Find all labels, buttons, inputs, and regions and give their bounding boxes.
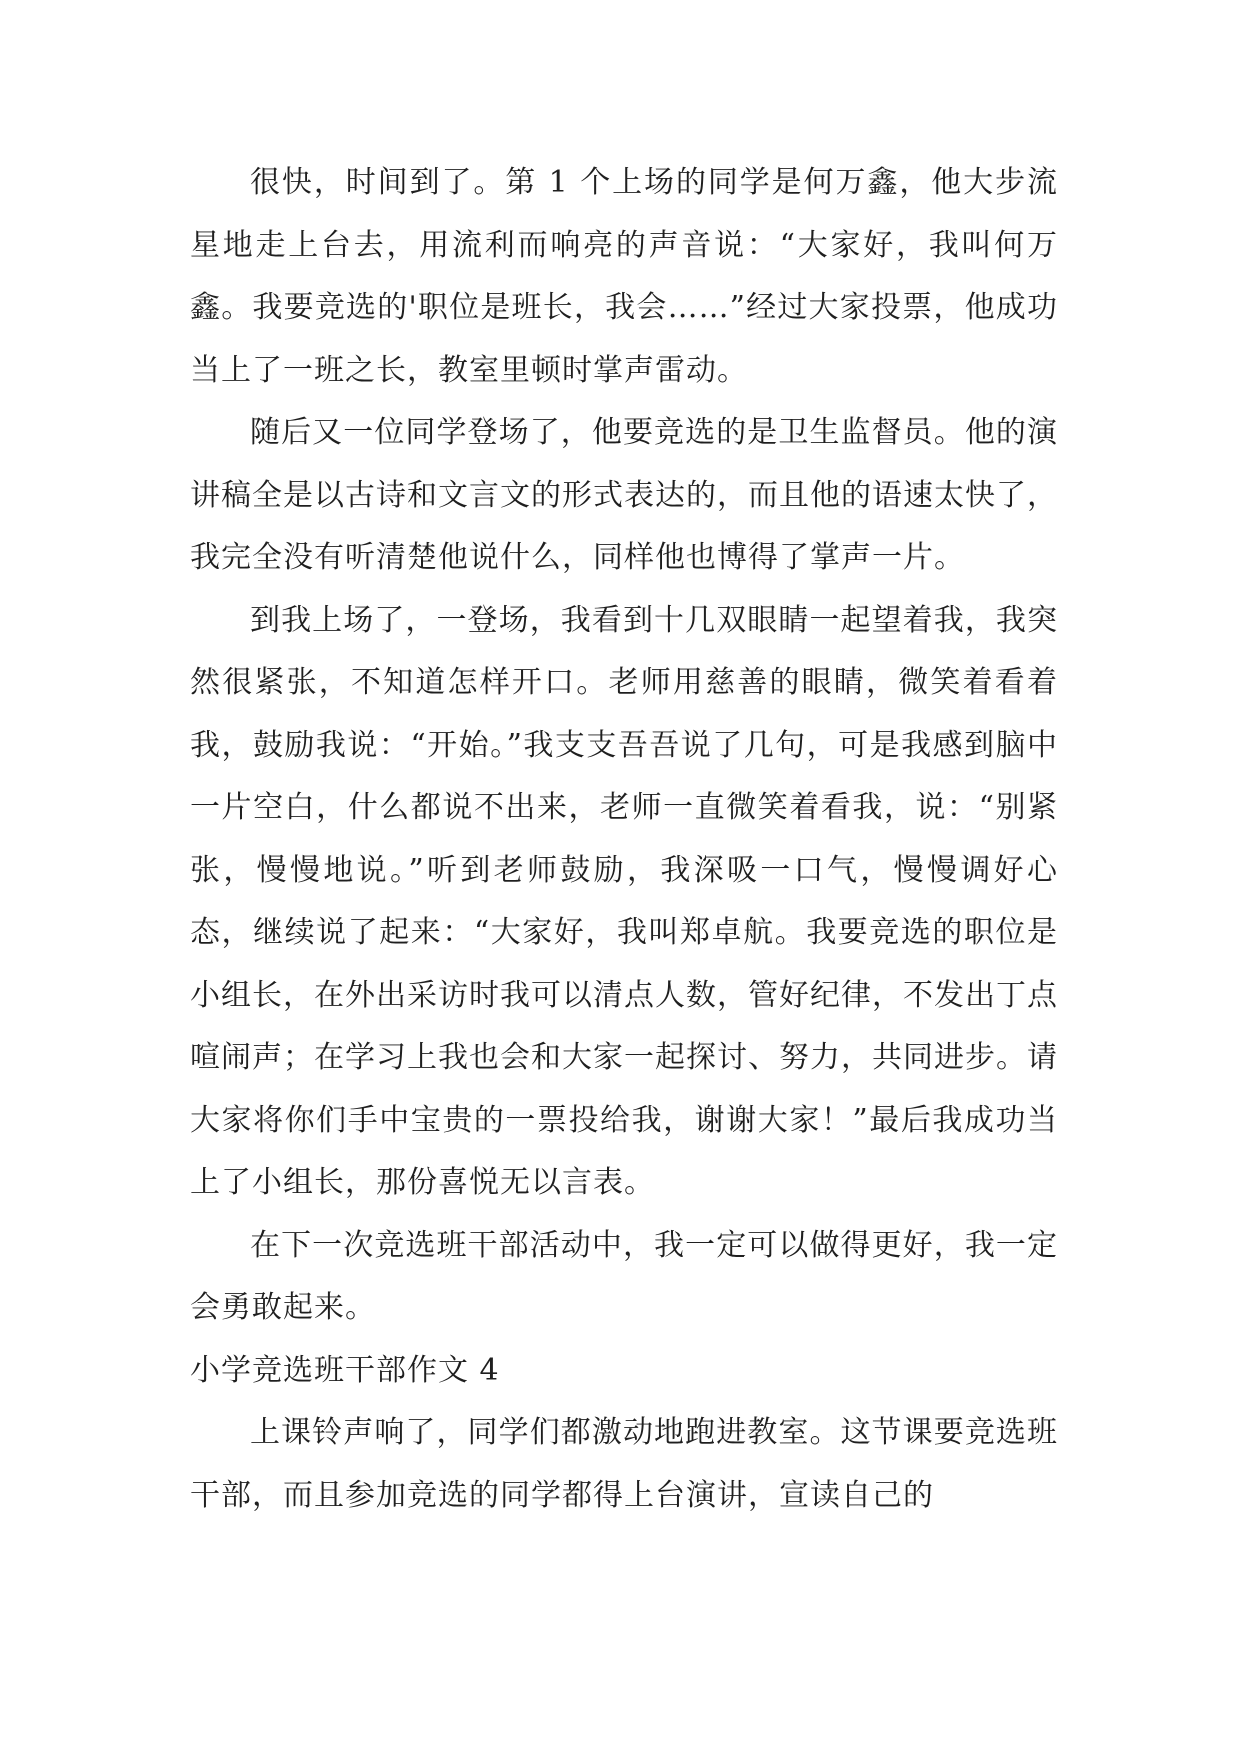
paragraph-1: 很快，时间到了。第 1 个上场的同学是何万鑫，他大步流星地走上台去，用流利而响亮的声音说：“大家好，我叫何万鑫。我要竞选的'职位是班长，我会……”经过大家投票，他成功当上了一班之长，教室里顿时掌声雷动。 bbox=[190, 165, 1058, 388]
paragraph-5: 上课铃声响了，同学们都激动地跑进教室。这节课要竞选班干部，而且参加竞选的同学都得上台演讲，宣读自己的 bbox=[190, 1415, 1058, 1513]
document-body bbox=[190, 152, 1058, 1527]
section-heading: 小学竞选班干部作文 4 bbox=[190, 1352, 500, 1388]
paragraph-3: 到我上场了，一登场，我看到十几双眼睛一起望着我，我突然很紧张，不知道怎样开口。老师用慈善的眼睛，微笑着看着我，鼓励我说：“开始。”我支支吾吾说了几句，可是我感到脑中一片空白，什么都说不出来，老师一直微笑着看我，说：“别紧张，慢慢地说。”听到老师鼓励，我深吸一口气，慢慢调好心态，继续说了起来：“大家好，我叫郑卓航。我要竞选的职位是小组长，在外出采访时我可以清点人数，管好纪律，不发出丁点喧闹声；在学习上我也会和大家一起探讨、努力，共同进步。请大家将你们手中宝贵的一票投给我，谢谢大家！”最后我成功当上了小组长，那份喜悦无以言表。 bbox=[190, 602, 1058, 1200]
paragraph-4: 在下一次竞选班干部活动中，我一定可以做得更好，我一定会勇敢起来。 bbox=[190, 1227, 1058, 1325]
paragraph-2: 随后又一位同学登场了，他要竞选的是卫生监督员。他的演讲稿全是以古诗和文言文的形式表达的，而且他的语速太快了，我完全没有听清楚他说什么，同样他也博得了掌声一片。 bbox=[190, 415, 1058, 575]
